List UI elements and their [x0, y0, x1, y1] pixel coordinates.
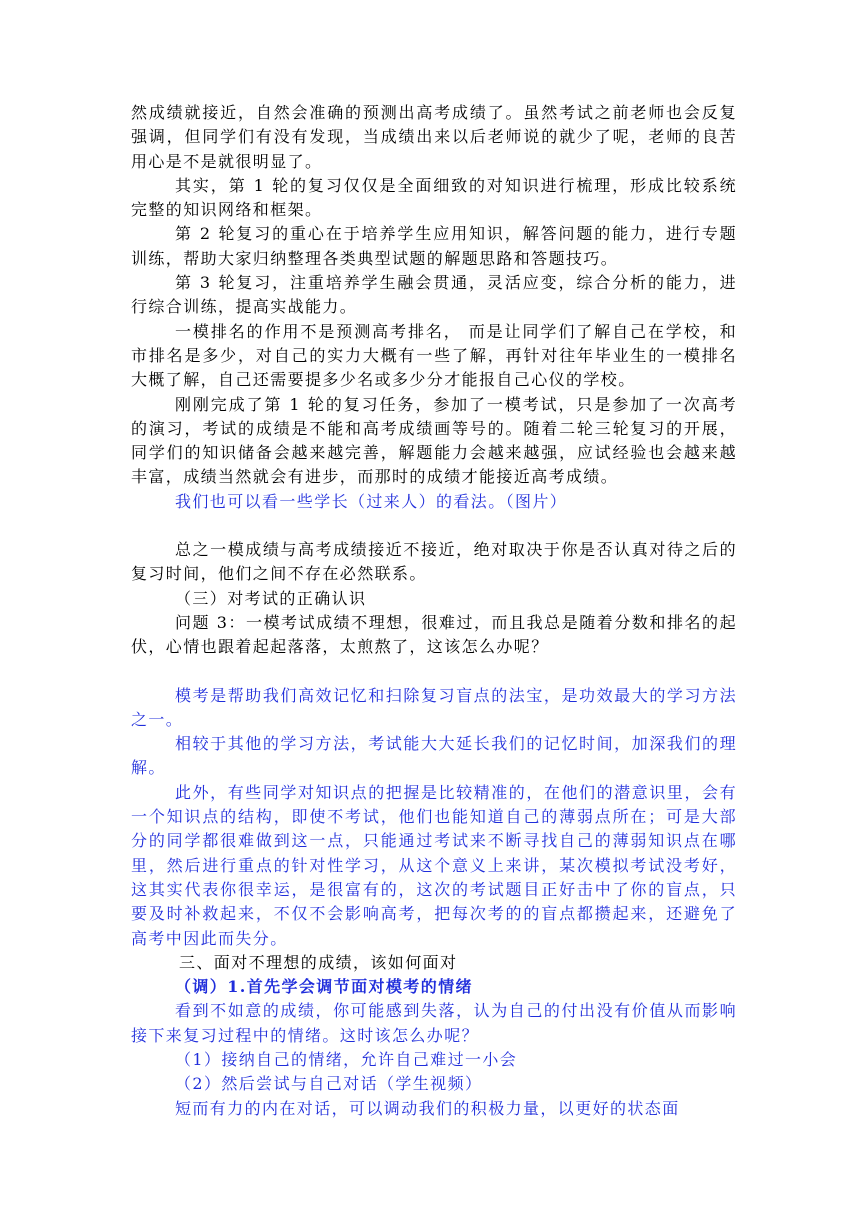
paragraph-first-mock: 刚刚完成了第 1 轮的复习任务，参加了一模考试，只是参加了一次高考的演习，考试的成绩是不能和高考成绩画等号的。随着二轮三轮复习的开展，同学们的知识储备会越来越完善，解题能力会越来越强，应试经验也会越来越丰富，成绩当然就会有进步，而那时的成绩才能接近高考成绩。 [131, 394, 737, 487]
question-3: 问题 3：一模考试成绩不理想，很难过，而且我总是随着分数和排名的起伏，心情也跟着起起落落，太煎熬了，这该怎么办呢？ [131, 612, 737, 657]
blank-line [131, 660, 737, 684]
paragraph-mock-exam-value: 模考是帮助我们高效记忆和扫除复习盲点的法宝，是功效最大的学习方法之一。 [131, 685, 737, 729]
section-heading-correct-view: （三）对考试的正确认识 [175, 588, 367, 608]
list-item-accept-emotion: （1）接纳自己的情绪，允许自己难过一小会 [175, 1049, 518, 1069]
paragraph-memory-time: 相较于其他的学习方法，考试能大大延长我们的记忆时间，加深我们的理解。 [131, 734, 737, 778]
subheading-adjust-emotion: （调）1.首先学会调节面对模考的情绪 [175, 977, 473, 997]
paragraph-round-three: 第 3 轮复习，注重培养学生融会贯通，灵活应变，综合分析的能力，进行综合训练，提高实战能力。 [131, 273, 737, 317]
paragraph-inner-dialogue: 短而有力的内在对话，可以调动我们的积极力量，以更好的状态面 [175, 1098, 680, 1118]
paragraph-grade-prediction: 然成绩就接近，自然会准确的预测出高考成绩了。虽然考试之前老师也会反复强调，但同学们有没有发现，当成绩出来以后老师说的就少了呢，老师的良苦用心是不是就很明显了。 [131, 103, 737, 171]
document-body [131, 101, 737, 1121]
paragraph-seniors-view: 我们也可以看一些学长（过来人）的看法。（图片） [175, 491, 568, 511]
section-heading-face-results: 三、面对不理想的成绩，该如何面对 [179, 952, 458, 972]
paragraph-round-one: 其实，第 1 轮的复习仅仅是全面细致的对知识进行梳理，形成比较系统完整的知识网络和框架。 [131, 175, 737, 220]
paragraph-summary: 总之一模成绩与高考成绩接近不接近，绝对取决于你是否认真对待之后的复习时间，他们之间不存在必然联系。 [131, 540, 737, 584]
paragraph-blind-spots: 此外，有些同学对知识点的把握是比较精准的，在他们的潜意识里，会有一个知识点的结构，即使不考试，他们也能知道自己的薄弱点所在；可是大部分的同学都很难做到这一点，只能通过考试来不断寻找自己的薄弱知识点在哪里，然后进行重点的针对性学习，从这个意义上来讲，某次模拟考试没考好，这其实代表你很幸运，是很富有的，这次的考试题目正好击中了你的盲点，只要及时补救起来，不仅不会影响高考，把每次考的的盲点都攒起来，还避免了高考中因此而失分。 [131, 782, 737, 948]
list-item-self-talk: （2）然后尝试与自己对话（学生视频） [175, 1074, 483, 1094]
paragraph-ranking-purpose: 一模排名的作用不是预测高考排名， 而是让同学们了解自己在学校，和市排名是多少，对自己的实力大概有一些了解，再针对往年毕业生的一模排名大概了解，自己还需要提多少名或多少分才能报自己心仪的学校。 [131, 321, 737, 390]
paragraph-disappointment: 看到不如意的成绩，你可能感到失落，认为自己的付出没有价值从而影响接下来复习过程中的情绪。这时该怎么办呢？ [131, 1001, 737, 1045]
paragraph-round-two: 第 2 轮复习的重心在于培养学生应用知识，解答问题的能力，进行专题训练，帮助大家归纳整理各类典型试题的解题思路和答题技巧。 [131, 224, 737, 268]
blank-line [131, 514, 737, 538]
